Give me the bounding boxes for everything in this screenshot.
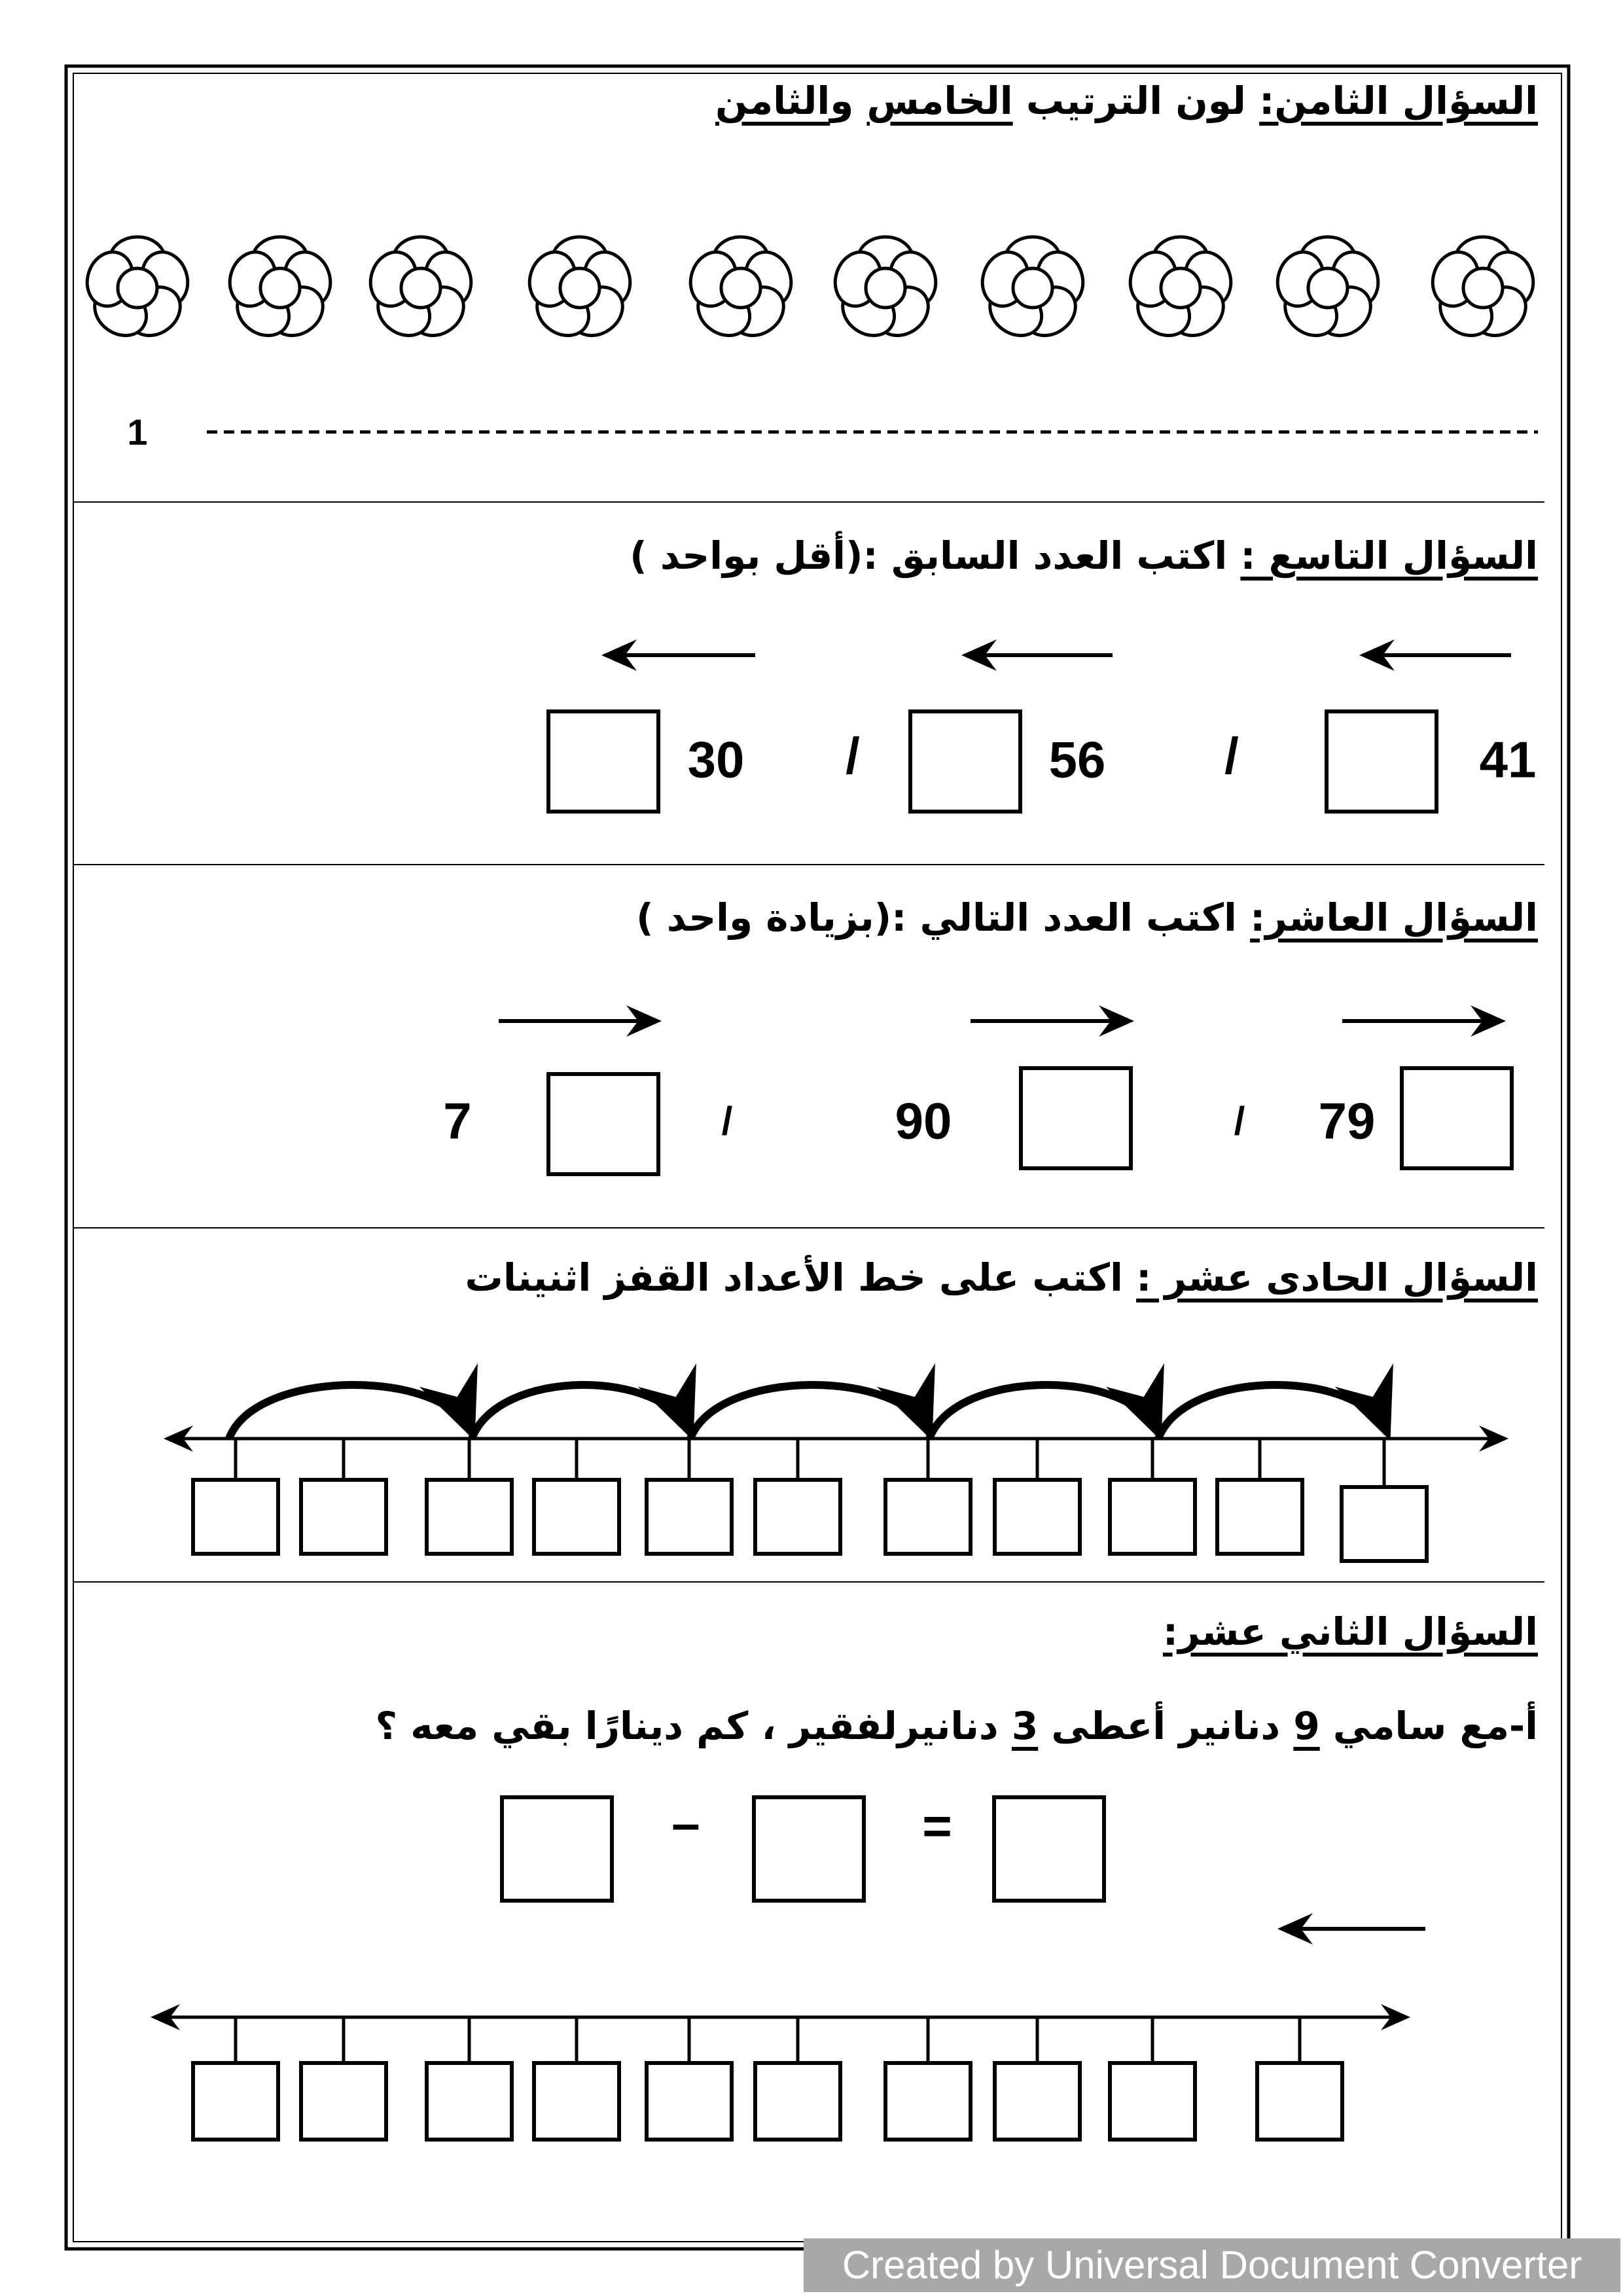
number-line-box[interactable] <box>995 2063 1080 2140</box>
answer-box[interactable] <box>548 711 658 812</box>
flower-icon[interactable] <box>829 237 942 346</box>
number-line-box[interactable] <box>427 2063 512 2140</box>
flower-icon[interactable] <box>976 237 1090 346</box>
flower-center <box>401 268 440 308</box>
number-line-box[interactable] <box>1110 2063 1195 2140</box>
q10-number: 7 <box>443 1092 472 1150</box>
separator-slash: / <box>721 1099 733 1143</box>
answer-box[interactable] <box>1327 711 1436 812</box>
minus-sign: – <box>671 1794 700 1852</box>
equation-box[interactable] <box>994 1797 1104 1901</box>
number-line-box[interactable] <box>193 2063 278 2140</box>
answer-box[interactable] <box>910 711 1020 812</box>
q8-heading-part: و <box>830 79 867 123</box>
flower-icon[interactable] <box>1426 237 1540 346</box>
flower-center <box>1161 268 1200 308</box>
q9-label: السؤال التاسع : <box>1240 533 1538 578</box>
flower-icon[interactable] <box>684 237 798 346</box>
q12-label: السؤال الثاني عشر: <box>1162 1609 1538 1654</box>
flower-center <box>1013 268 1052 308</box>
flower-icon[interactable] <box>364 237 478 346</box>
number-line-box[interactable] <box>1342 1487 1427 1561</box>
flower-icon[interactable] <box>223 237 337 346</box>
number-line-box[interactable] <box>534 1480 619 1554</box>
flower-icon[interactable] <box>523 237 637 346</box>
q10-label: السؤال العاشر: <box>1250 895 1538 940</box>
number-line-box[interactable] <box>647 2063 732 2140</box>
q9-text: اكتب العدد السابق :(أقل بواحد ) <box>630 533 1241 578</box>
q12-sentence <box>375 1704 1538 1748</box>
flower-center <box>260 268 300 308</box>
number-line-box[interactable] <box>301 1480 386 1554</box>
page-number: 1 <box>127 411 148 453</box>
q12-heading <box>1163 1609 1538 1654</box>
number-line-box[interactable] <box>534 2063 619 2140</box>
number-line-box[interactable] <box>755 2063 840 2140</box>
q8-heading-part: لون الترتيب <box>1012 79 1260 123</box>
q9-number: 56 <box>1048 730 1106 789</box>
number-line-box[interactable] <box>647 1480 732 1554</box>
jump-arc-icon <box>690 1385 929 1439</box>
q8-heading <box>715 79 1538 123</box>
separator-slash: / <box>1224 726 1239 785</box>
flower-center <box>118 268 157 308</box>
answer-box[interactable] <box>548 1074 658 1174</box>
q8-heading-part: الثامن <box>715 79 830 123</box>
equation-box[interactable] <box>754 1797 864 1901</box>
watermark: Created by Universal Document Converter <box>804 2238 1620 2292</box>
equals-sign: = <box>922 1797 952 1855</box>
q11-label: السؤال الحادى عشر : <box>1136 1255 1538 1300</box>
flower-icon[interactable] <box>1124 237 1238 346</box>
flower-center <box>560 268 599 308</box>
q12-sentence-part: دنانيرلفقير ، كم دينارًا بقي معه ؟ <box>375 1704 1012 1748</box>
number-line-box[interactable] <box>885 1480 971 1554</box>
jump-arc-icon <box>929 1385 1158 1439</box>
page-border-inner <box>73 73 1561 2242</box>
q9-number: 30 <box>687 730 745 789</box>
q10-heading <box>636 895 1538 940</box>
q9-heading <box>630 533 1538 578</box>
answer-box[interactable] <box>1402 1068 1512 1168</box>
flower-icon[interactable] <box>1271 237 1385 346</box>
number-line-box[interactable] <box>1257 2063 1342 2140</box>
number-line-box[interactable] <box>885 2063 971 2140</box>
q12-sentence-part: 9 <box>1293 1704 1320 1748</box>
page-border-outer <box>66 66 1569 2249</box>
separator-slash: / <box>846 726 860 785</box>
jump-arc-icon <box>472 1385 690 1439</box>
q12-sentence-part: 3 <box>1011 1704 1039 1748</box>
flower-center <box>721 268 760 308</box>
q11-heading <box>465 1255 1538 1300</box>
q9-number: 41 <box>1479 730 1537 789</box>
q12-sentence-part: أ-مع سامي <box>1319 1704 1538 1748</box>
number-line-box[interactable] <box>995 1480 1080 1554</box>
q10-number: 90 <box>895 1092 952 1150</box>
answer-box[interactable] <box>1021 1068 1131 1168</box>
separator-slash: / <box>1234 1099 1245 1143</box>
number-line-box[interactable] <box>1217 1480 1302 1554</box>
jump-arc-icon <box>1158 1385 1387 1439</box>
number-line-box[interactable] <box>755 1480 840 1554</box>
q8-heading-part: الخامس <box>866 79 1013 123</box>
number-line-box[interactable] <box>427 1480 512 1554</box>
q10-number: 79 <box>1318 1092 1376 1150</box>
number-line-box[interactable] <box>1110 1480 1195 1554</box>
q11-text: اكتب على خط الأعداد القفز اثنينات <box>465 1255 1137 1300</box>
q10-text: اكتب العدد التالي :(بزيادة واحد ) <box>636 895 1251 940</box>
number-line-box[interactable] <box>301 2063 386 2140</box>
number-line-box[interactable] <box>193 1480 278 1554</box>
flower-center <box>866 268 905 308</box>
flower-icon[interactable] <box>80 237 194 346</box>
flower-center <box>1308 268 1347 308</box>
jump-arc-icon <box>229 1385 472 1439</box>
flower-center <box>1463 268 1503 308</box>
equation-box[interactable] <box>502 1797 612 1901</box>
q8-heading-part: السؤال الثامن: <box>1259 79 1538 123</box>
q12-sentence-part: دنانير أعطى <box>1038 1704 1294 1748</box>
